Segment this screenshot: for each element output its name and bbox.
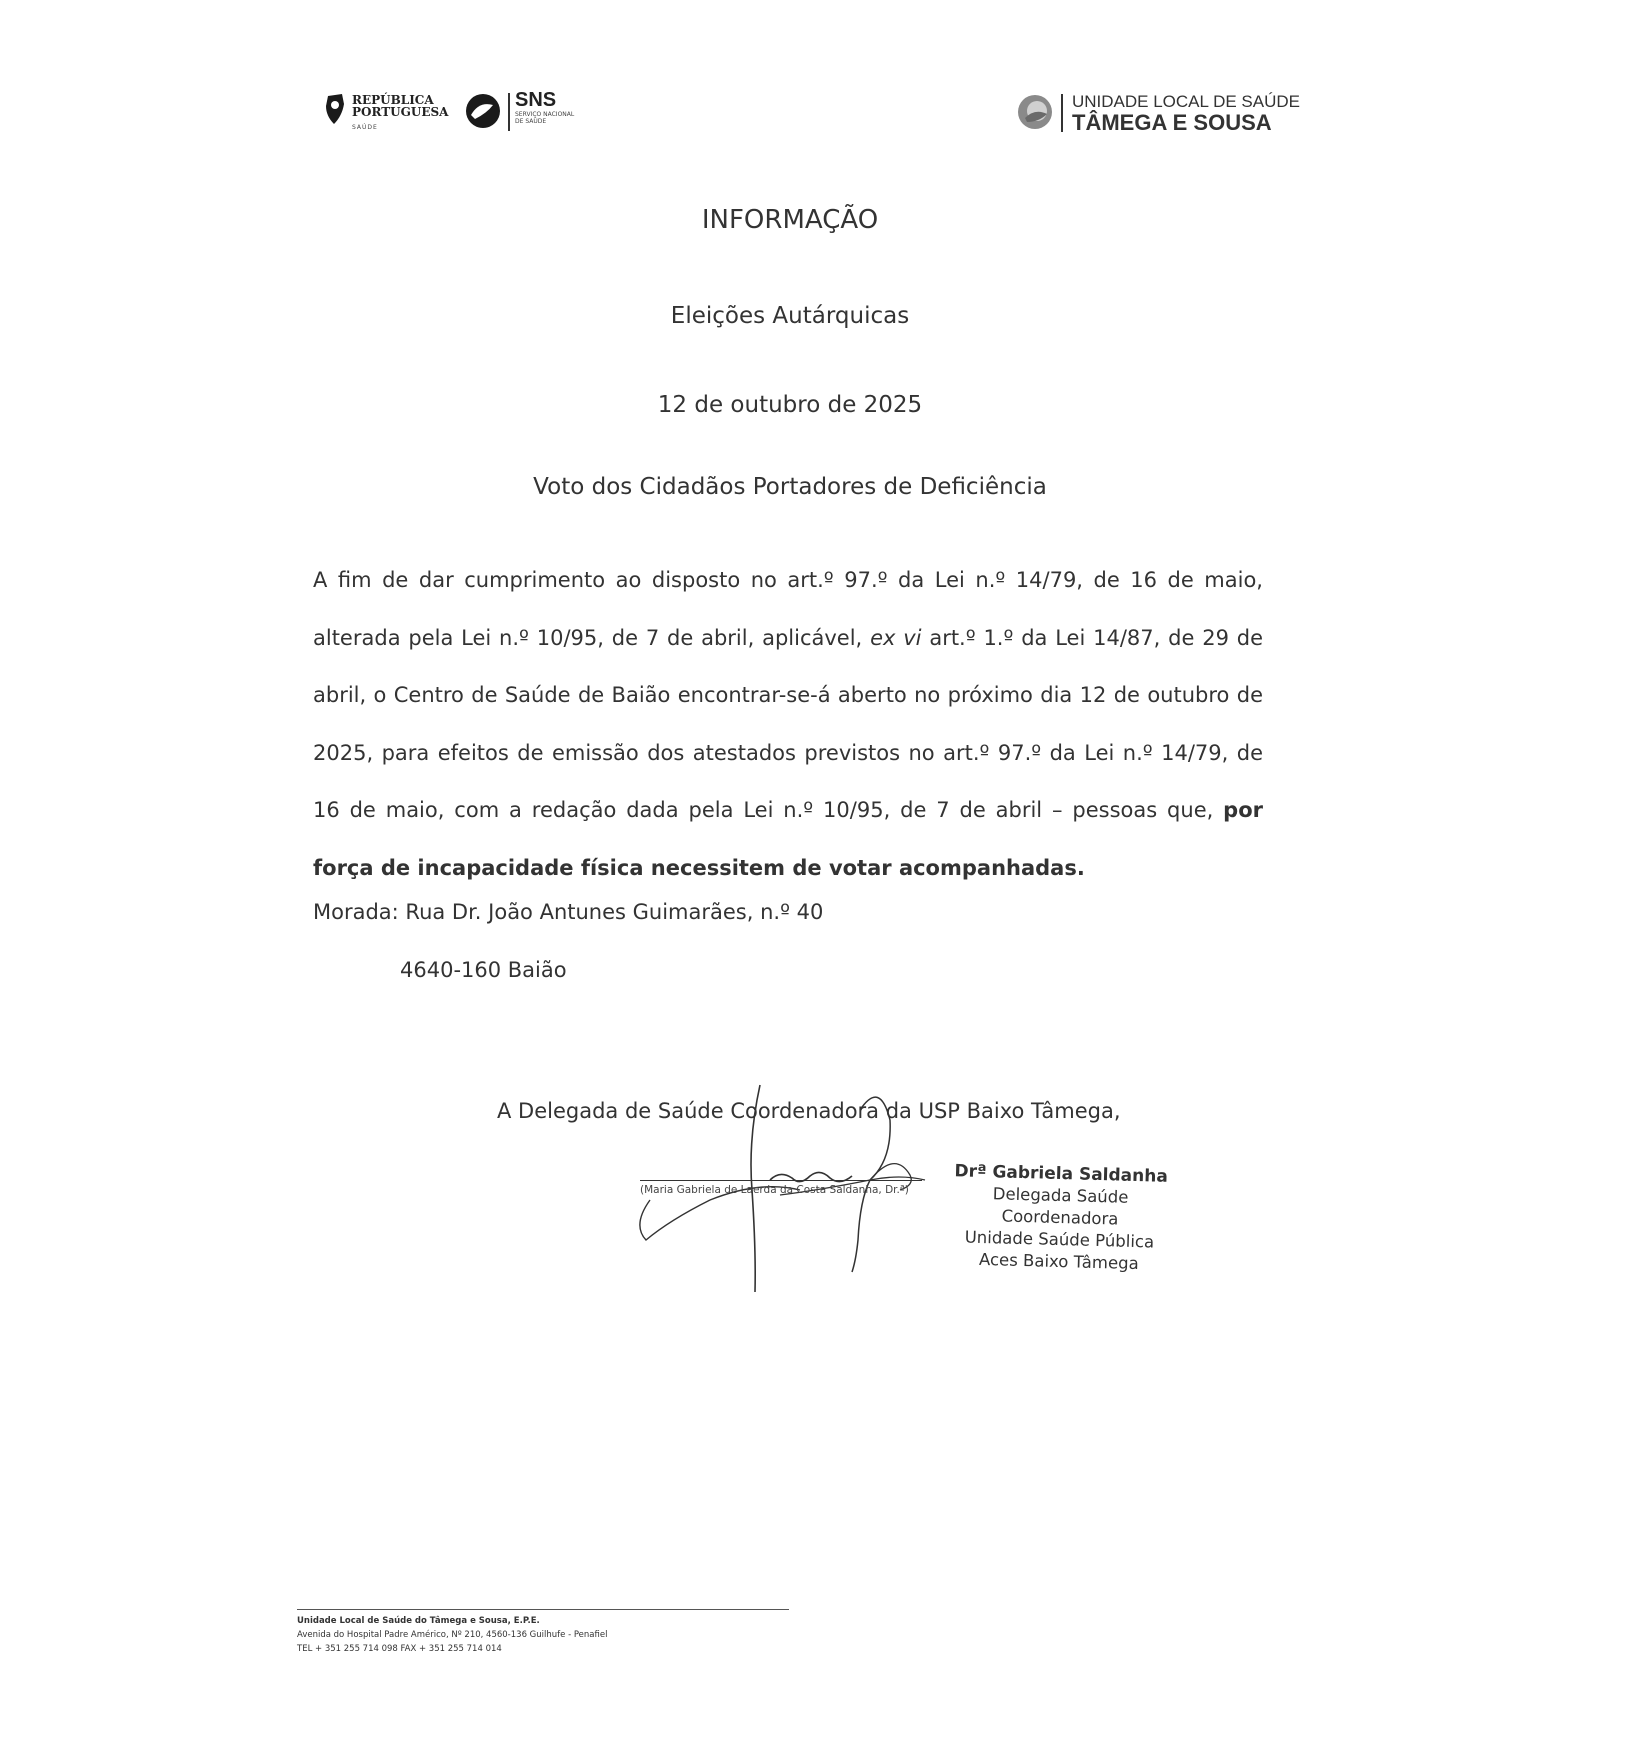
sns-logo-icon [465, 93, 501, 129]
ulstd-separator [1061, 94, 1063, 132]
para-part1: A fim de dar cumprimento ao disposto no art.º 97.º da Lei n.º 14/79, de 16 de maio, alterada pela Lei n.º 10/95, de 7 de abril, aplicável, [313, 568, 1263, 650]
footer [297, 1614, 607, 1656]
official-stamp [934, 1160, 1187, 1277]
republica-portuguesa-logo-text [352, 94, 448, 118]
para-bold: por força de incapacidade física necessitem de votar acompanhadas. [313, 798, 1263, 880]
footer-rule [297, 1609, 789, 1610]
address-line1: Morada: Rua Dr. João Antunes Guimarães, n.º 40 [313, 900, 824, 924]
address-line2: 4640-160 Baião [400, 958, 567, 982]
stamp-name: Drª Gabriela Saldanha [954, 1161, 1169, 1187]
republica-line2: PORTUGUESA [352, 105, 449, 119]
document-date: 12 de outubro de 2025 [657, 392, 923, 418]
footer-contacts: TEL + 351 255 714 098 FAX + 351 255 714 014 [297, 1644, 502, 1654]
signature-rule [640, 1180, 922, 1181]
stamp-line3: Unidade Saúde Pública [964, 1227, 1155, 1252]
para-part2: art.º 1.º da Lei 14/87, de 29 de abril, o Centro de Saúde de Baião encontrar-se-á aberto no próximo dia 12 de outubro de 2025, para efeitos de emissão dos atestados previstos no art.º 97.º da Lei n.º 14/79, de 16 de maio, com a redação dada pela Lei n.º 10/95, de 7 de abril – pessoas que, [313, 625, 1263, 822]
sns-subtitle [515, 111, 585, 125]
body-paragraph [313, 552, 1263, 897]
vote-title: Voto dos Cidadãos Portadores de Deficiência [533, 474, 1047, 500]
document-title: INFORMAÇÃO [701, 205, 879, 235]
footer-org: Unidade Local de Saúde do Tâmega e Sousa, E.P.E. [297, 1616, 540, 1626]
ulstd-line1: UNIDADE LOCAL DE SAÚDE [1072, 92, 1300, 111]
republica-portuguesa-emblem-icon [322, 92, 348, 126]
delegate-line: A Delegada de Saúde Coordenadora da USP Baixo Tâmega, [497, 1099, 1121, 1123]
footer-address: Avenida do Hospital Padre Américo, Nº 210, 4560-136 Guilhufe - Penafiel [297, 1630, 608, 1640]
republica-sub: SAÚDE [352, 124, 378, 131]
republica-line1: REPÚBLICA [352, 93, 434, 107]
signatory-printed-name: (Maria Gabriela de Laerda da Costa Saldanha, Dr.ª) [640, 1184, 909, 1196]
ulstd-line2: TÂMEGA E SOUSA [1072, 110, 1272, 135]
document-subtitle: Eleições Autárquicas [670, 303, 910, 329]
sns-separator [508, 93, 510, 131]
sns-sub-line1: SERVIÇO NACIONAL [515, 111, 575, 118]
sns-title: SNS [515, 89, 557, 111]
para-italic: ex vi [870, 625, 922, 650]
ulstd-logo-icon [1017, 94, 1053, 130]
stamp-line4: Aces Baixo Tâmega [978, 1249, 1139, 1274]
sns-sub-line2: DE SAÚDE [515, 118, 547, 125]
stamp-line2: Delegada Saúde Coordenadora [992, 1184, 1129, 1229]
